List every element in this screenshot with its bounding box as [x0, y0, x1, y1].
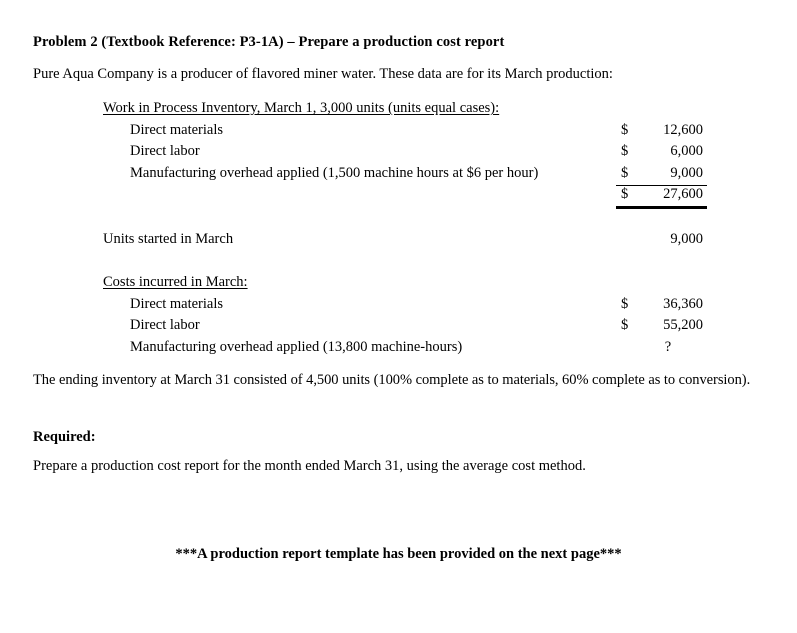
costs-amount-direct-materials: 36,360	[663, 295, 703, 312]
costs-amount-manufacturing-overhead: ?	[664, 338, 672, 355]
template-footnote: ***A production report template has been provided on the next page***	[175, 546, 622, 562]
wip-amount-direct-materials: 12,600	[663, 121, 703, 138]
costs-incurred-section	[103, 274, 713, 360]
work-in-process-section	[103, 100, 713, 208]
costs-amount-direct-labor: 55,200	[663, 317, 703, 334]
wip-row-total	[103, 186, 713, 208]
costs-label-direct-materials: Direct materials	[130, 295, 223, 312]
costs-label-direct-labor: Direct labor	[130, 317, 200, 334]
costs-row-direct-materials	[103, 296, 713, 318]
wip-section-heading-row	[103, 100, 713, 122]
wip-amount-direct-labor: 6,000	[670, 143, 703, 160]
wip-label-direct-materials: Direct materials	[130, 121, 223, 138]
wip-label-manufacturing-overhead: Manufacturing overhead applied (1,500 machine hours at $6 per hour)	[130, 164, 539, 181]
costs-section-heading: Costs incurred in March:	[103, 274, 248, 290]
wip-currency-direct-labor: $	[621, 143, 629, 160]
wip-row-manufacturing-overhead	[103, 165, 713, 187]
wip-currency-manufacturing-overhead: $	[621, 164, 629, 181]
wip-amount-total: 27,600	[663, 186, 703, 203]
costs-row-manufacturing-overhead	[103, 339, 713, 361]
units-started-section	[103, 231, 713, 253]
costs-row-direct-labor	[103, 317, 713, 339]
page-title: Problem 2 (Textbook Reference: P3-1A) – Prepare a production cost report	[33, 34, 505, 50]
units-started-row	[103, 231, 713, 253]
units-started-label: Units started in March	[103, 231, 234, 247]
wip-section-heading: Work in Process Inventory, March 1, 3,000 units (units equal cases):	[103, 100, 500, 116]
wip-label-direct-labor: Direct labor	[130, 143, 200, 160]
required-heading: Required:	[33, 429, 96, 445]
wip-amount-manufacturing-overhead: 9,000	[670, 164, 703, 181]
costs-label-manufacturing-overhead: Manufacturing overhead applied (13,800 machine-hours)	[130, 338, 463, 355]
wip-total-double-rule	[616, 206, 707, 209]
costs-section-heading-row	[103, 274, 713, 296]
required-text: Prepare a production cost report for the month ended March 31, using the average cost method.	[33, 458, 586, 474]
costs-currency-direct-labor: $	[621, 317, 629, 334]
intro-paragraph: Pure Aqua Company is a producer of flavored miner water. These data are for its March production:	[33, 66, 613, 82]
ending-inventory-note: The ending inventory at March 31 consisted of 4,500 units (100% complete as to materials, 60% complete as to conversion).	[33, 372, 751, 388]
wip-row-direct-labor	[103, 143, 713, 165]
units-started-amount: 9,000	[670, 231, 703, 247]
wip-currency-total: $	[621, 186, 629, 203]
wip-row-direct-materials	[103, 122, 713, 144]
wip-currency-direct-materials: $	[621, 121, 629, 138]
costs-currency-direct-materials: $	[621, 295, 629, 312]
